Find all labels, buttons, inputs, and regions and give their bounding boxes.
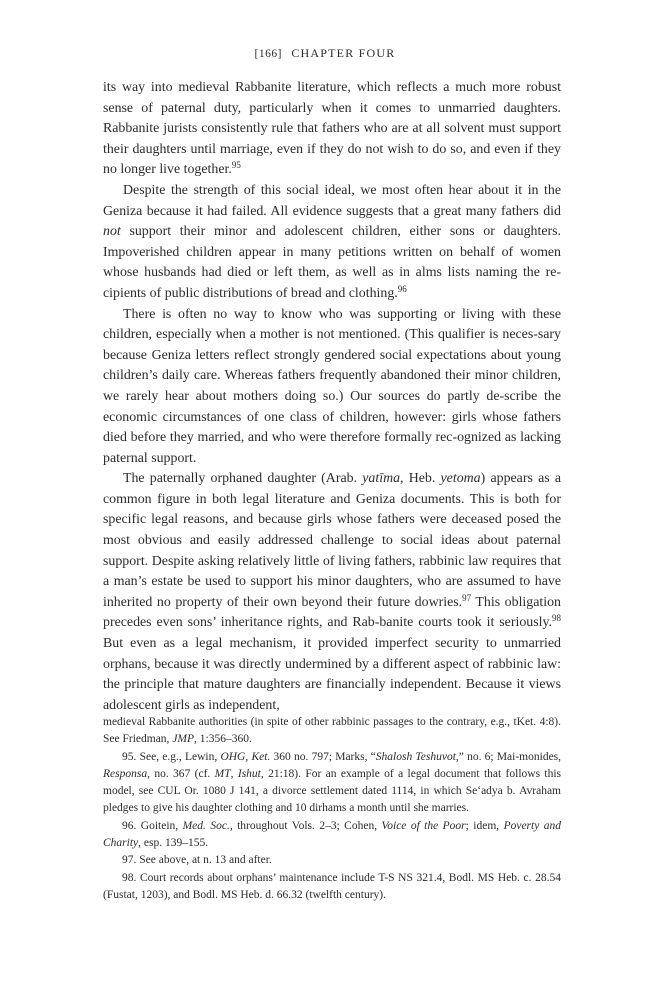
chapter-title: CHAPTER FOUR bbox=[291, 46, 396, 60]
footnote-98: 98. Court records about orphans’ maintenance include T-S NS 321.4, Bodl. MS Heb. c. 28.54 (Fustat, 1203), and Bodl. MS Heb. d. 66.32 (twelfth century). bbox=[103, 871, 561, 901]
footnotes bbox=[103, 714, 561, 904]
footnote-96: 96. Goitein, Med. Soc., throughout Vols. 2–3; Cohen, Voice of the Poor; idem, Poverty and Charity, esp. 139–155. bbox=[103, 819, 561, 850]
page-number: [166] bbox=[254, 48, 282, 60]
paragraph-1: its way into medieval Rabbanite literature, which reflects a much more robust sense of paternal duty, particularly when it comes to unmarried daughters. Rabbanite jurists consistently rule that fathers who are at all solvent must support their daughters until marriage, even if they do not wish to do so, and even if they no longer live together.$^{95}$ bbox=[103, 80, 561, 178]
footnote-continuation: medieval Rabbanite authorities (in spite of other rabbinic passages to the contrary, e.g., tKet. 4:8). See Friedman, JMP, 1:356–360. bbox=[103, 716, 561, 746]
paragraph-4: The paternally orphaned daughter (Arab. yatīma, Heb. yetoma) appears as a common figure in both legal literature and Geniza documents. This is both for specific legal reasons, and because girls whose fathers were deceased posed the most obvious and easily addressed challenge to social ideas about paternal support. Despite asking relatively little of living fathers, rabbinic law requires that a man’s estate be used to support his minor daughters, who are assumed to have inherited no property of their own beyond their future dowries.$^{97}$ This obligation precedes even sons’ inheritance rights, and Rab-banite courts took it seriously.$^{98}$ But even as a legal mechanism, it provided imperfect security to unmarried orphans, because it was directly undermined by a different aspect of rabbinic law: the principle that mature daughters are financially independent. Because it views adolescent girls as independent, bbox=[103, 471, 562, 713]
footnote-ref-97: 97 bbox=[462, 592, 472, 603]
footnote-97: 97. See above, at n. 13 and after. bbox=[122, 854, 272, 867]
paragraph-3: There is often no way to know who was supporting or living with these children, especially when a mother is not mentioned. (This qualifier is neces-sary because Geniza letters reflect strongly gendered social expectations about young children’s daily care. Whereas fathers frequently abandoned their minor children, we rarely hear about mothers doing so.) Our sources do partly de-scribe the economic circumstances of one class of children, however: girls whose fathers died before they married, and who were therefore formally rec-ognized as lacking paternal support. bbox=[103, 306, 561, 466]
footnote-95: 95. See, e.g., Lewin, OHG, Ket. 360 no. 797; Marks, “Shalosh Teshuvot,” no. 6; Mai-monides, Responsa, no. 367 (cf. MT, Ishut, 21:18). For an example of a legal document that follows this model, see CUL Or. 1080 J 141, a divorce settlement dated 1114, in which Se‘adya b. Avraham pledges to give his daughter clothing and 10 dirhams a month until she marries. bbox=[103, 750, 562, 815]
running-head bbox=[0, 46, 650, 61]
footnote-ref-98: 98 bbox=[552, 613, 561, 624]
main-text bbox=[103, 78, 561, 716]
paragraph-2: Despite the strength of this social ideal, we most often hear about it in the Geniza because it had failed. All evidence suggests that a great many fathers did not support their minor and adolescent children, either sons or daughters. Impoverished children appear in many petitions written on behalf of women whose husbands had died or left them, as well as in alms lists naming the re-cipients of public distributions of bread and clothing.$^{96}$ bbox=[103, 182, 561, 301]
footnote-ref-96: 96 bbox=[397, 283, 407, 294]
footnote-ref-95: 95 bbox=[231, 160, 241, 171]
